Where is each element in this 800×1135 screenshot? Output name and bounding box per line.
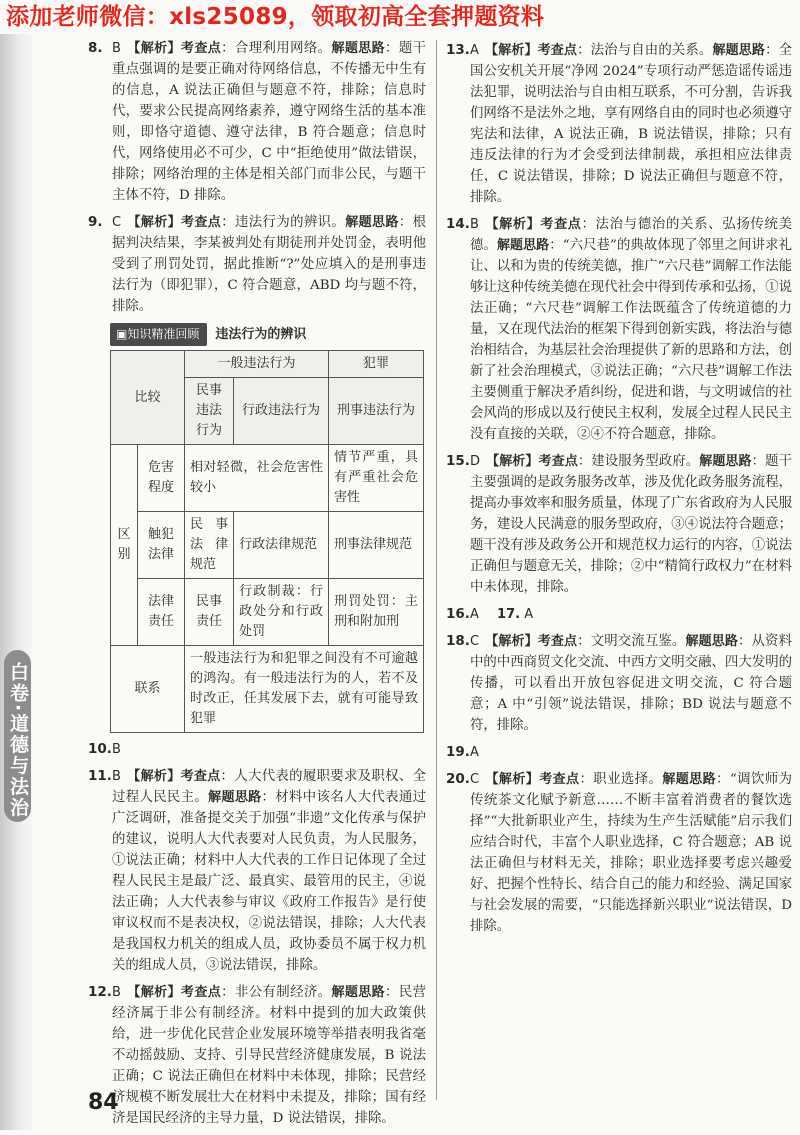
th-crime: 犯罪 [329, 351, 424, 378]
knowledge-badge: ▣ 知识精准回顾 [110, 323, 207, 346]
cell-law-crime: 刑事法律规范 [329, 512, 424, 579]
answer-20: 20. C 【解析】考查点：职业选择。解题思路：“调饮师为传统茶文化赋予新意……不断丰富着消费者的餐饮选择”“大批新职业产生，持续为生产生活赋能”启示我们应结合时代，丰富个人职业选择，C 符合题意；AB 说法正确但与材料无关，排除；职业选择要考虑兴趣爱好、把握个性特长、结合自己的能力和经验、满足国家与社会发展的需要，“只能选择新兴职业”说法错误，D 排除。 [446, 771, 792, 934]
knowledge-review-header [110, 323, 426, 346]
comparison-table [110, 350, 424, 733]
row-label-link: 联系 [111, 646, 185, 733]
column-divider [436, 40, 437, 1100]
side-tab [0, 34, 32, 1130]
th-admin: 行政违法行为 [234, 378, 329, 445]
cell-liability-civil: 民事责任 [185, 579, 234, 646]
left-column [88, 38, 426, 1135]
row-label-harm: 危害程度 [138, 445, 185, 512]
row-label-liability: 法律责任 [138, 579, 185, 646]
cell-harm-general: 相对轻微，社会危害性较小 [185, 445, 329, 512]
answer-18: 18. C 【解析】考查点：文明交流互鉴。解题思路：从资料中的中西商贸文化交流、中西方文明交融、四大发明的传播，可以看出开放包容促进文明交流，C 符合题意；A 中“引领”说法错误，排除；BD 说法与题意不符，排除。 [446, 633, 792, 733]
th-compare: 比较 [111, 351, 185, 445]
cell-liability-admin: 行政制裁：行政处分和行政处罚 [234, 579, 329, 646]
cell-law-admin: 行政法律规范 [234, 512, 329, 579]
cell-liability-crime: 刑罚处罚：主刑和附加刑 [329, 579, 424, 646]
answer-10: 10. B [88, 741, 121, 757]
answer-19: 19. A [446, 744, 479, 760]
answer-8: 8. B 【解析】考查点：合理利用网络。解题思路：题干重点强调的是要正确对待网络信息，不传播无中生有的信息，A 说法正确但与题意不符，排除；信息时代，要求公民提高网络素养，遵守网络生活的基本准则，即恪守道德、遵守法律，B 符合题意；信息时代，网络使用必不可少，C 中“拒绝使用”做法错误，排除；网络治理的主体是相关部门而非公民，与题干主体不符，D 排除。 [88, 40, 426, 203]
row-label-law: 触犯法律 [138, 512, 185, 579]
cell-harm-crime: 情节严重，具有严重社会危害性 [329, 445, 424, 512]
answer-14: 14. B 【解析】考查点：法治与德治的关系、弘扬传统美德。解题思路：“六尺巷”的典故体现了邻里之间讲求礼让、以和为贵的传统美德，推广“六尺巷”调解工作法能够让这种传统美德在现代社会中得到传承和弘扬，①说法正确；“六尺巷”调解工作法既蕴含了传统道德的力量，又在现代法治的框架下得到创新实践，将法治与德治相结合，为基层社会治理提供了新的思路和方法，创新了社会治理模式，③说法正确；“六尺巷”调解工作法主要侧重于解决矛盾纠纷，促进和谐，与文明诚信的社会风尚的形成以及行使民主权利，发展全过程人民民主没有直接的关联，②④不符合题意，排除。 [446, 216, 792, 442]
answer-11: 11. B 【解析】考查点：人大代表的履职要求及职权、全过程人民民主。解题思路：材料中该名人大代表通过广泛调研，准备提交关于加强“非遗”文化传承与保护的建议，说明人大代表要对人民负责，为人民服务，①说法正确；材料中人大代表的工作日记体现了全过程人民民主是最广泛、最真实、最管用的民主，④说法正确；人大代表参与审议《政府工作报告》是行使审议权而不是表决权，②说法错误，排除；人大代表是我国权力机关的组成人员，政协委员不属于权力机关的组成人员，③说法错误，排除。 [88, 768, 426, 973]
th-general: 一般违法行为 [185, 351, 329, 378]
row-group-diff: 区别 [111, 445, 138, 646]
knowledge-title: 违法行为的辨识 [215, 327, 307, 342]
answer-13: 13. A 【解析】考查点：法治与自由的关系。解题思路：全国公安机关开展“净网 2024”专项行动严惩造谣传谣违法犯罪，说明法治与自由相互联系，不可分割，告诉我们网络不是法外之地，享有网络自由的同时也必须遵守宪法和法律，A 说法正确，B 说法错误，排除；只有违反法律的行为才会受到法律制裁，承担相应法律责任，C 说法错误，排除；D 说法正确但与题意不符，排除。 [446, 42, 792, 205]
cell-law-civil: 民事法律规范 [185, 512, 234, 579]
right-column [446, 40, 792, 943]
side-tab-label: 白卷·道德与法治 [4, 650, 31, 822]
answer-16-17: 16. A 17. A [446, 606, 534, 622]
answer-15: 15. D 【解析】考查点：建设服务型政府。解题思路：题干主要强调的是政务服务改革，涉及优化政务服务流程，提高办事效率和服务质量，体现了广东省政府为人民服务，建设人民满意的服务型政府，③④说法符合题意；题干没有涉及政务公开和规范权力运行的内容，①说法正确但与题意无关，排除；②中“精简行政权力”在材料中未体现，排除。 [446, 453, 792, 595]
th-civil: 民事违法行为 [185, 378, 234, 445]
cell-link: 一般违法行为和犯罪之间没有不可逾越的鸿沟。有一般违法行为的人，若不及时改正，任其发展下去，就有可能导致犯罪 [185, 646, 424, 733]
page-number: 84 [88, 1090, 119, 1115]
answer-12: 12. B 【解析】考查点：非公有制经济。解题思路：民营经济属于非公有制经济。材料中提到的加大政策供给，进一步优化民营企业发展环境等举措表明我省毫不动摇鼓励、支持、引导民营经济健康发展，B 说法正确；C 说法正确但在材料中未体现，排除；民营经济规模不断发展壮大在材料中未提及，排除；国有经济是国民经济的主导力量，D 说法错误，排除。 [88, 984, 426, 1126]
th-criminal: 刑事违法行为 [329, 378, 424, 445]
promo-banner: 添加老师微信：xls25089，领取初高全套押题资料 [6, 4, 545, 30]
answer-9: 9. C 【解析】考查点：违法行为的辨识。解题思路：根据判决结果，李某被判处有期徒刑并处罚金，表明他受到了刑罚处罚，据此推断“?”处应填入的是刑事违法行为（即犯罪），C 符合题意，ABD 均与题不符，排除。 [88, 214, 426, 314]
